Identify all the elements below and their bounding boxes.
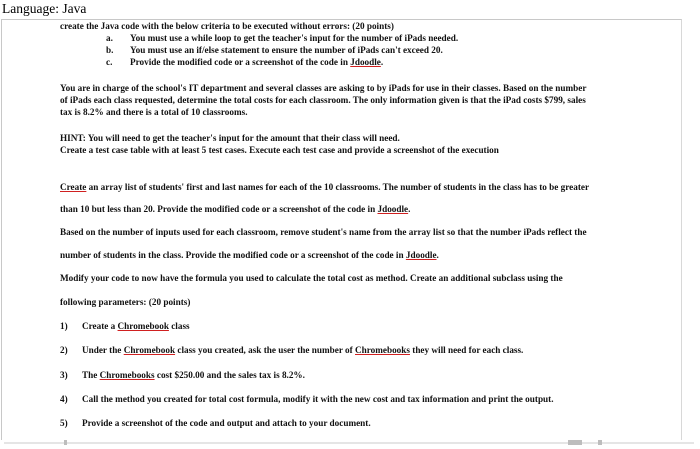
hint-line-2: Create a test case table with at least 5 test cases. Execute each test case and provide a screenshot of the execution bbox=[60, 145, 499, 155]
jdoodle-link[interactable]: Jdoodle bbox=[377, 204, 409, 214]
step-number: 5) bbox=[60, 418, 68, 428]
create-word: Create bbox=[60, 182, 87, 192]
paragraph-modify-line-2: following parameters: (20 points) bbox=[60, 297, 191, 307]
criteria-marker: c. bbox=[106, 57, 113, 67]
horizontal-scrollbar-track[interactable] bbox=[4, 442, 694, 444]
step-item-5 bbox=[60, 418, 371, 429]
step-text: Create a bbox=[82, 321, 118, 331]
paragraph-remove-line-1: Based on the number of inputs used for each classroom, remove student's name from the array list so that the number iPads reflect the bbox=[60, 227, 587, 237]
scrollbar-marker bbox=[598, 440, 602, 445]
task-intro: create the Java code with the below criteria to be executed without errors: (20 points) bbox=[60, 21, 394, 31]
chromebooks-word: Chromebooks bbox=[355, 345, 410, 355]
paragraph-text: than 10 but less than 20. Provide the modified code or a screenshot of the code in bbox=[60, 204, 378, 214]
step-number: 1) bbox=[60, 321, 68, 331]
step-number: 3) bbox=[60, 370, 68, 380]
paragraph-array-line-1 bbox=[60, 182, 589, 193]
step-text-end: they will need for each class. bbox=[409, 345, 524, 355]
step-text-end: cost $250.00 and the sales tax is 8.2%. bbox=[154, 370, 305, 380]
language-label: Language: Java bbox=[2, 1, 87, 16]
step-number: 2) bbox=[60, 345, 68, 355]
step-text-mid: class you created, ask the user the number of bbox=[175, 345, 355, 355]
paragraph-text: an array list of students' first and last names for each of the 10 classrooms. The number of students in the class has to be greater bbox=[86, 182, 590, 192]
criteria-text: Provide the modified code or a screenshot of the code in bbox=[130, 57, 351, 67]
step-item-2 bbox=[60, 345, 523, 356]
paragraph-intro-line-2: of iPads each class requested, determine the total costs for each classroom. The only information given is that the iPad costs $799, sales bbox=[60, 95, 586, 105]
criteria-text: You must use an if/else statement to ensure the number of iPads can't exceed 20. bbox=[130, 45, 443, 55]
paragraph-intro-line-3: tax is 8.2% and there is a total of 10 classrooms. bbox=[60, 107, 248, 117]
scrollbar-marker bbox=[64, 440, 67, 445]
step-item-3 bbox=[60, 370, 305, 381]
step-text: Provide a screenshot of the code and output and attach to your document. bbox=[82, 418, 371, 428]
chromebook-word: Chromebook bbox=[123, 345, 176, 355]
jdoodle-link[interactable]: Jdoodle bbox=[350, 57, 381, 67]
paragraph-array-line-2 bbox=[60, 204, 410, 215]
step-text: The bbox=[82, 370, 100, 380]
step-item-1 bbox=[60, 321, 190, 332]
step-item-4 bbox=[60, 394, 554, 405]
paragraph-text: number of students in the class. Provide the modified code or a screenshot of the code in bbox=[60, 250, 406, 260]
criteria-item-b bbox=[106, 45, 443, 56]
paragraph-text-end: . bbox=[436, 250, 439, 260]
step-number: 4) bbox=[60, 394, 68, 404]
paragraph-remove-line-2 bbox=[60, 250, 439, 261]
step-text: Call the method you created for total cost formula, modify it with the new cost and tax information and print the output. bbox=[82, 394, 554, 404]
criteria-marker: a. bbox=[106, 33, 113, 43]
step-text: Under the bbox=[82, 345, 124, 355]
step-text-end: class bbox=[168, 321, 190, 331]
paragraph-text-end: . bbox=[408, 204, 411, 214]
criteria-item-a bbox=[106, 33, 458, 44]
criteria-text-end: . bbox=[380, 57, 384, 67]
chromebooks-word: Chromebooks bbox=[99, 370, 155, 380]
paragraph-intro-line-1: You are in charge of the school's IT department and several classes are asking to by iPads for use in their classes. Based on the number bbox=[60, 83, 587, 93]
jdoodle-link[interactable]: Jdoodle bbox=[405, 250, 437, 260]
criteria-marker: b. bbox=[106, 45, 114, 55]
criteria-text: You must use a while loop to get the teacher's input for the number of iPads needed. bbox=[130, 33, 459, 43]
chromebook-word: Chromebook bbox=[117, 321, 169, 331]
criteria-item-c bbox=[106, 57, 383, 68]
scrollbar-thumb[interactable] bbox=[568, 440, 582, 445]
hint-line-1: HINT: You will need to get the teacher's input for the amount that their class will need. bbox=[60, 133, 400, 143]
paragraph-modify-line-1: Modify your code to now have the formula you used to calculate the total cost as method. Create an additional subclass using the bbox=[60, 273, 563, 283]
